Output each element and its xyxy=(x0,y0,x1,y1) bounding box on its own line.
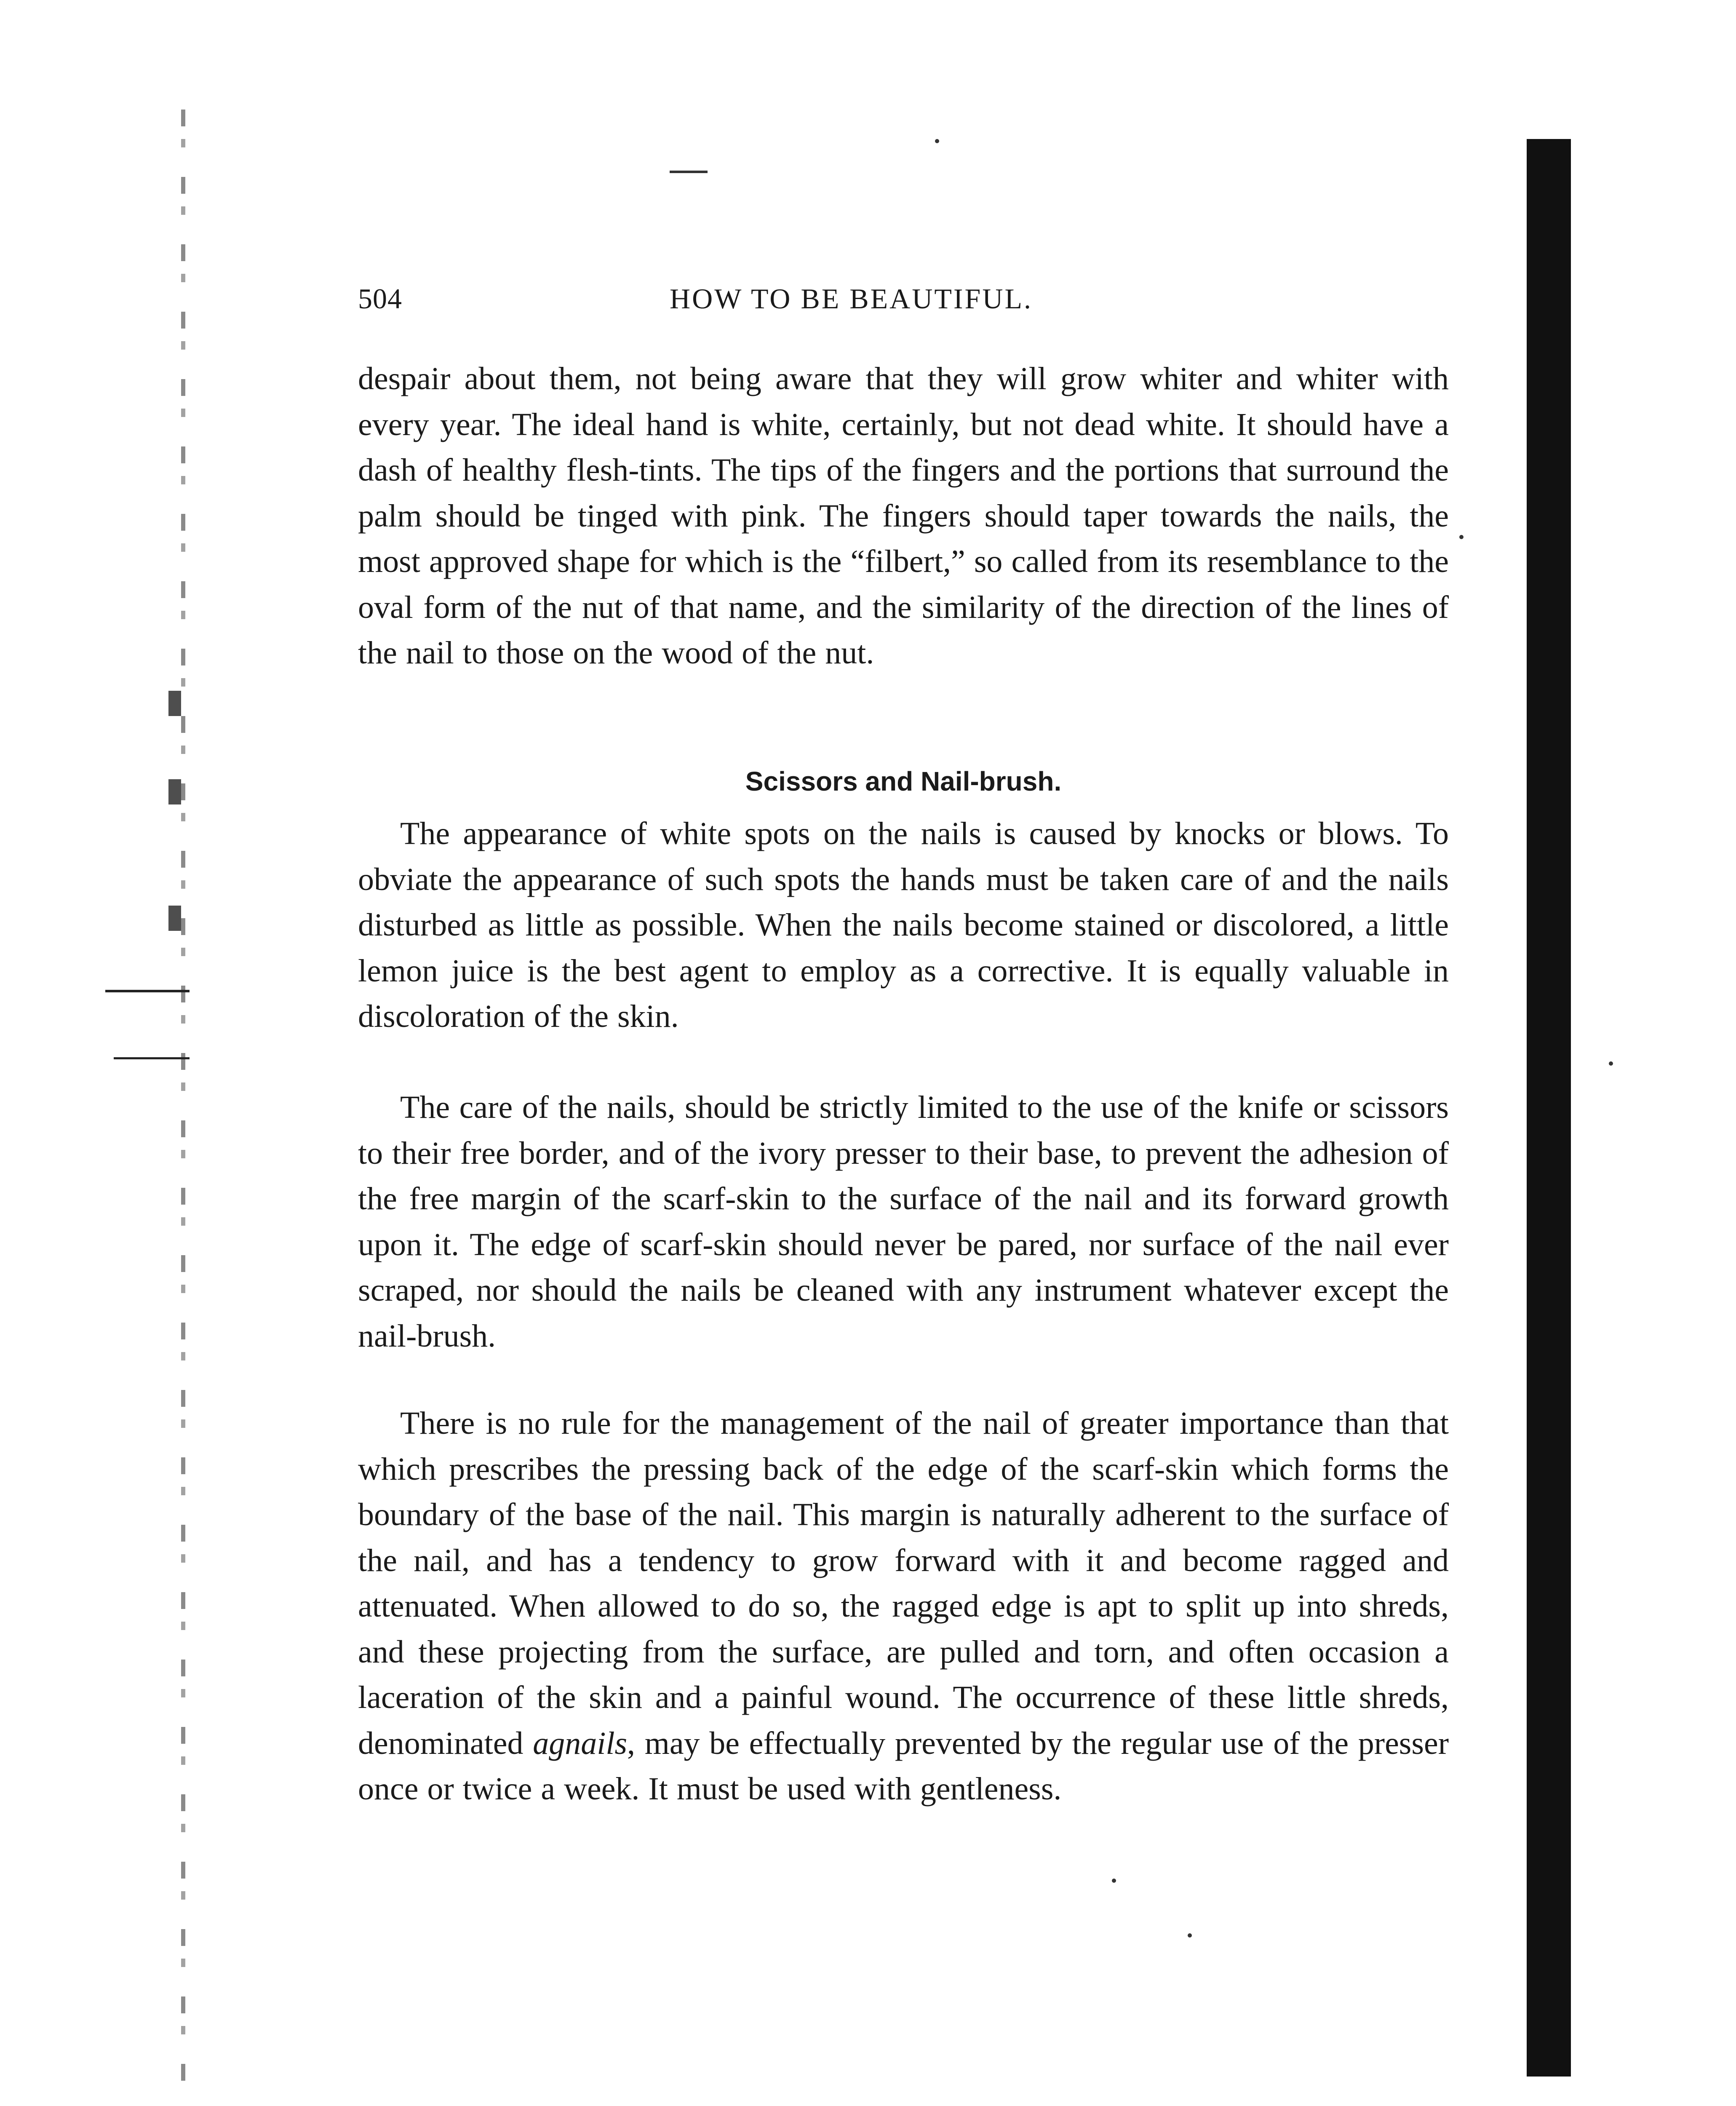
paragraph-text xyxy=(358,1400,1449,1812)
body-paragraph-continuation xyxy=(358,356,1449,676)
paragraph-text: The care of the nails, should be strictly limited to the use of the knife or scissors to their free border, and of the ivory presser to their base, to prevent the adhesion of the free margin of the scarf-skin to the surface of the nail and its forward growth upon it. The edge of scarf-skin should never be pared, nor surface of the nail ever scraped, nor should the nails be cleaned with any instrument whatever except the nail-brush. xyxy=(358,1090,1449,1354)
scan-edge-artifact xyxy=(181,110,185,2089)
scan-speck xyxy=(1459,535,1464,539)
paragraph-text-part: There is no rule for the management of the nail of greater importance than that which prescribes the pressing back of the edge of the scarf-skin which forms the boundary of the base of the nail. This margin is naturally adherent to the surface of the nail, and has a tendency to grow forward with it and become ragged and attenuated. When allowed to do so, the ragged edge is apt to split up into shreds, and these projecting from the surface, are pulled and torn, and often occasion a laceration of the skin and a painful wound. The occurrence of these little shreds, denominated xyxy=(358,1406,1449,1761)
scan-margin-mark xyxy=(168,779,181,804)
scan-speck xyxy=(935,139,939,143)
italic-term: agnails xyxy=(533,1725,628,1761)
paragraph-text-part: , may be effectually prevented by the regular use of the presser once or twice a week. It must be used with gentleness. xyxy=(358,1725,1449,1807)
scan-speck xyxy=(1609,1061,1613,1066)
scan-binding-shadow xyxy=(1527,139,1571,2077)
body-paragraph xyxy=(358,1400,1449,1812)
scan-speck xyxy=(1188,1933,1192,1938)
scan-dash-mark xyxy=(670,171,708,173)
body-paragraph xyxy=(358,811,1449,1040)
section-heading: Scissors and Nail-brush. xyxy=(745,766,1062,796)
running-title: HOW TO BE BEAUTIFUL. xyxy=(670,283,1033,315)
scan-margin-mark xyxy=(114,1057,190,1059)
body-paragraph xyxy=(358,1085,1449,1359)
scan-margin-mark xyxy=(168,906,181,931)
scan-margin-mark xyxy=(168,691,181,716)
page-number: 504 xyxy=(358,283,402,315)
page-header xyxy=(358,282,1449,324)
scan-margin-mark xyxy=(105,990,190,992)
paragraph-text: The appearance of white spots on the nails is caused by knocks or blows. To obviate the appearance of such spots the hands must be taken care of and the nails disturbed as little as possible. When the nails become stained or discolored, a little lemon juice is the best agent to employ as a corrective. It is equally valuable in discoloration of the skin. xyxy=(358,816,1449,1034)
paragraph-text: despair about them, not being aware that they will grow whiter and whiter with every year. The ideal hand is white, certainly, but not dead white. It should have a dash of healthy flesh-tints. The tips of the fingers and the portions that surround the palm should be tinged with pink. The fingers should taper towards the nails, the most approved shape for which is the “filbert,” so called from its resemblance to the oval form of the nut of that name, and the similarity of the direction of the lines of the nail to those on the wood of the nut. xyxy=(358,361,1449,671)
scan-speck xyxy=(1112,1879,1116,1883)
